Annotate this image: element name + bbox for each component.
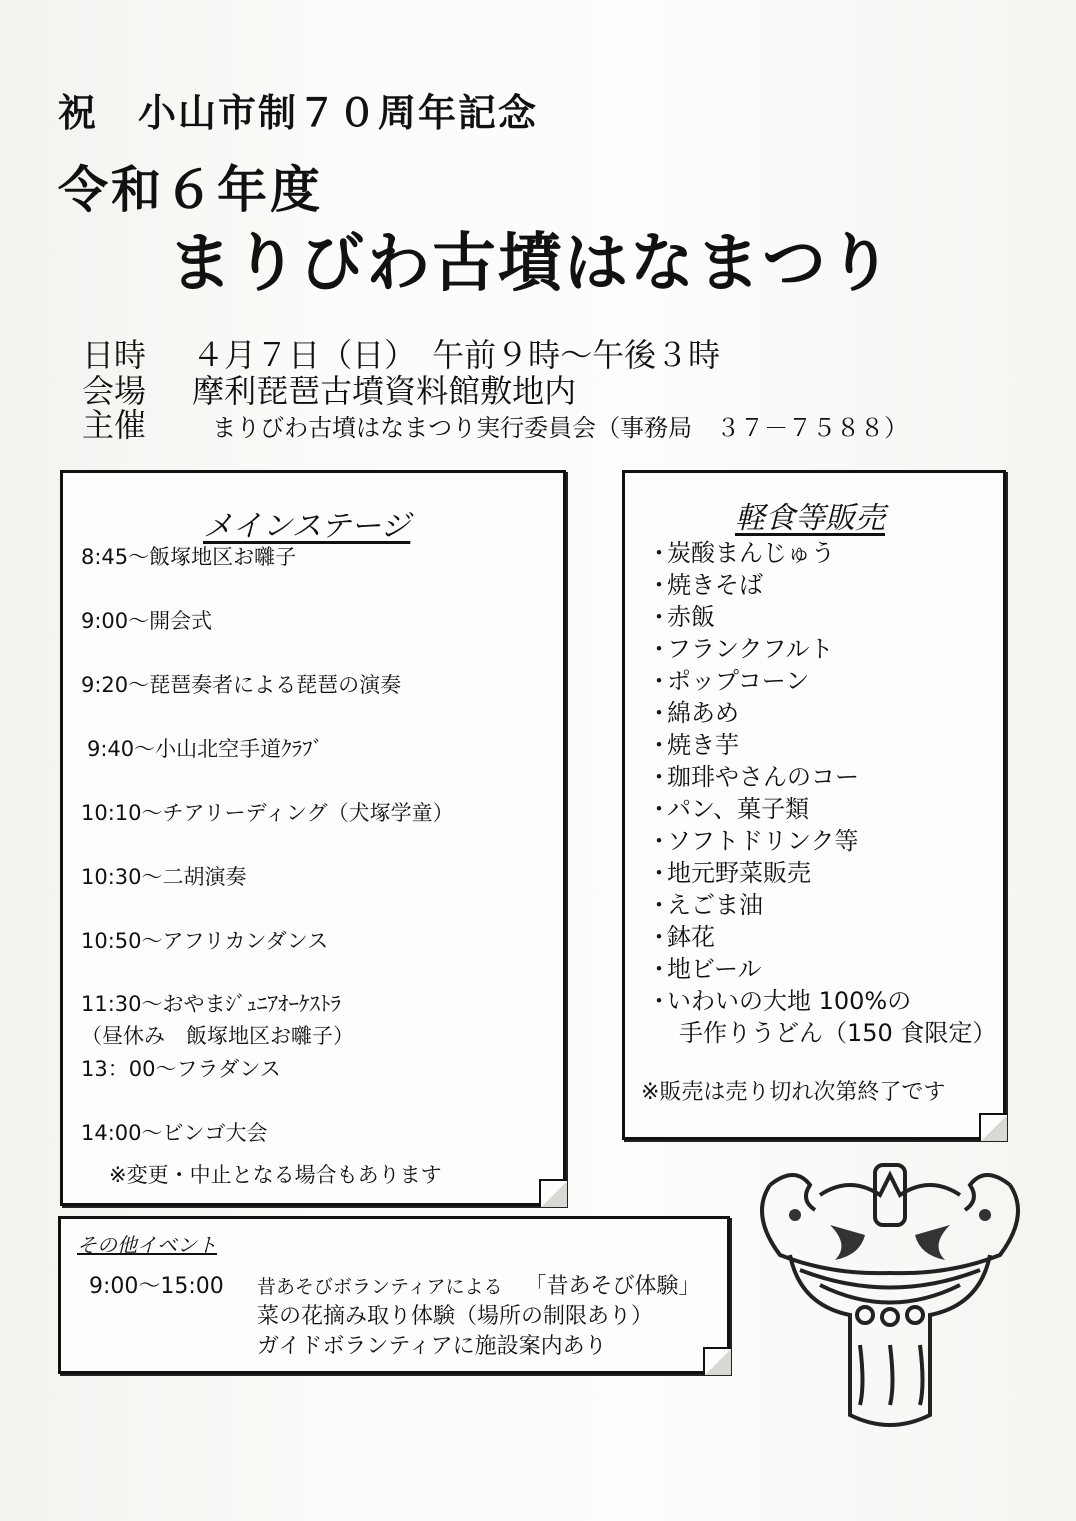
bullet: ・	[647, 763, 671, 791]
food-item: えごま油	[667, 891, 763, 919]
bullet: ・	[647, 571, 671, 599]
bullet: ・	[647, 699, 671, 727]
bullet: ・	[647, 667, 671, 695]
stage-item: 13：00～フラダンス	[81, 1057, 281, 1081]
event-line-1-prefix: 昔あそびボランティアによる	[257, 1276, 503, 1298]
stage-item: 9:40～小山北空手道ｸﾗﾌﾞ	[87, 737, 324, 761]
food-item-continuation: 手作りうどん（150 食限定）	[679, 1019, 997, 1047]
bullet: ・	[647, 827, 671, 855]
bullet: ・	[647, 731, 671, 759]
other-events-box	[58, 1216, 730, 1374]
bullet: ・	[647, 923, 671, 951]
food-item: 鉢花	[667, 923, 715, 951]
host-label: 主催	[82, 406, 147, 444]
food-item: 炭酸まんじゅう	[667, 539, 835, 567]
stage-item: 9:00～開会式	[81, 609, 213, 633]
bullet: ・	[647, 635, 671, 663]
fiscal-year-heading: 令和６年度	[58, 161, 323, 219]
anniversary-heading: 祝 小山市制７０周年記念	[58, 91, 539, 135]
festival-title: まりびわ古墳はなまつり	[168, 227, 894, 301]
bullet: ・	[647, 987, 671, 1015]
page-curl	[703, 1347, 731, 1375]
stage-note: ※変更・中止となる場合もあります	[109, 1163, 442, 1187]
bullet: ・	[647, 891, 671, 919]
stage-item: 11:30～おやまｼﾞｭﾆｱｵｰｹｽﾄﾗ	[81, 992, 342, 1016]
date-label: 日時	[82, 336, 147, 374]
bullet: ・	[647, 795, 671, 823]
food-item: いわいの大地 100%の	[667, 987, 912, 1015]
food-sales-title: 軽食等販売	[735, 501, 885, 536]
page-curl	[979, 1113, 1007, 1141]
event-line-1	[257, 1269, 701, 1300]
stage-item: 14:00～ビンゴ大会	[81, 1121, 268, 1145]
stage-item: 10:50～アフリカンダンス	[81, 929, 329, 953]
food-item: 珈琲やさんのコー	[667, 763, 859, 791]
host-row	[82, 400, 908, 446]
main-stage-box	[60, 470, 566, 1206]
haniwa-illustration	[740, 1155, 1040, 1455]
venue-value: 摩利琵琶古墳資料館敷地内	[192, 372, 577, 410]
stage-item: （昼休み 飯塚地区お囃子）	[81, 1024, 354, 1048]
stage-item: 10:30～二胡演奏	[81, 865, 247, 889]
event-line-2: 菜の花摘み取り体験（場所の制限あり）	[257, 1304, 654, 1329]
venue-label: 会場	[82, 372, 147, 410]
page-curl	[539, 1179, 567, 1207]
food-item: 赤飯	[667, 603, 715, 631]
host-value: まりびわ古墳はなまつり実行委員会（事務局 ３７－７５８８）	[212, 414, 909, 442]
food-item: 地元野菜販売	[667, 859, 811, 887]
food-item: 綿あめ	[667, 699, 739, 727]
bullet: ・	[647, 539, 671, 567]
event-line-1-highlight: 「昔あそび体験」	[524, 1274, 701, 1299]
food-note: ※販売は売り切れ次第終了です	[641, 1080, 946, 1105]
food-item: フランクフルト	[667, 635, 834, 663]
food-item: 地ビール	[667, 955, 762, 983]
bullet: ・	[647, 955, 671, 983]
main-stage-title: メインステージ	[203, 509, 411, 544]
food-item: パン、菓子類	[667, 795, 810, 823]
food-sales-box	[622, 470, 1006, 1140]
food-item: ソフトドリンク等	[667, 827, 859, 855]
other-events-title: その他イベント	[77, 1233, 217, 1257]
event-time: 9:00～15:00	[89, 1274, 224, 1299]
food-item: 焼きそば	[667, 571, 763, 599]
food-item: 焼き芋	[667, 731, 739, 759]
stage-item: 8:45～飯塚地区お囃子	[81, 545, 297, 569]
stage-item: 10:10～チアリーディング（犬塚学童）	[81, 801, 454, 825]
date-value: ４月７日（日） 午前９時～午後３時	[192, 336, 721, 374]
bullet: ・	[647, 859, 671, 887]
event-line-3: ガイドボランティアに施設案内あり	[257, 1334, 607, 1359]
stage-item: 9:20～琵琶奏者による琵琶の演奏	[81, 673, 402, 697]
bullet: ・	[647, 603, 671, 631]
food-item: ポップコーン	[667, 667, 810, 695]
